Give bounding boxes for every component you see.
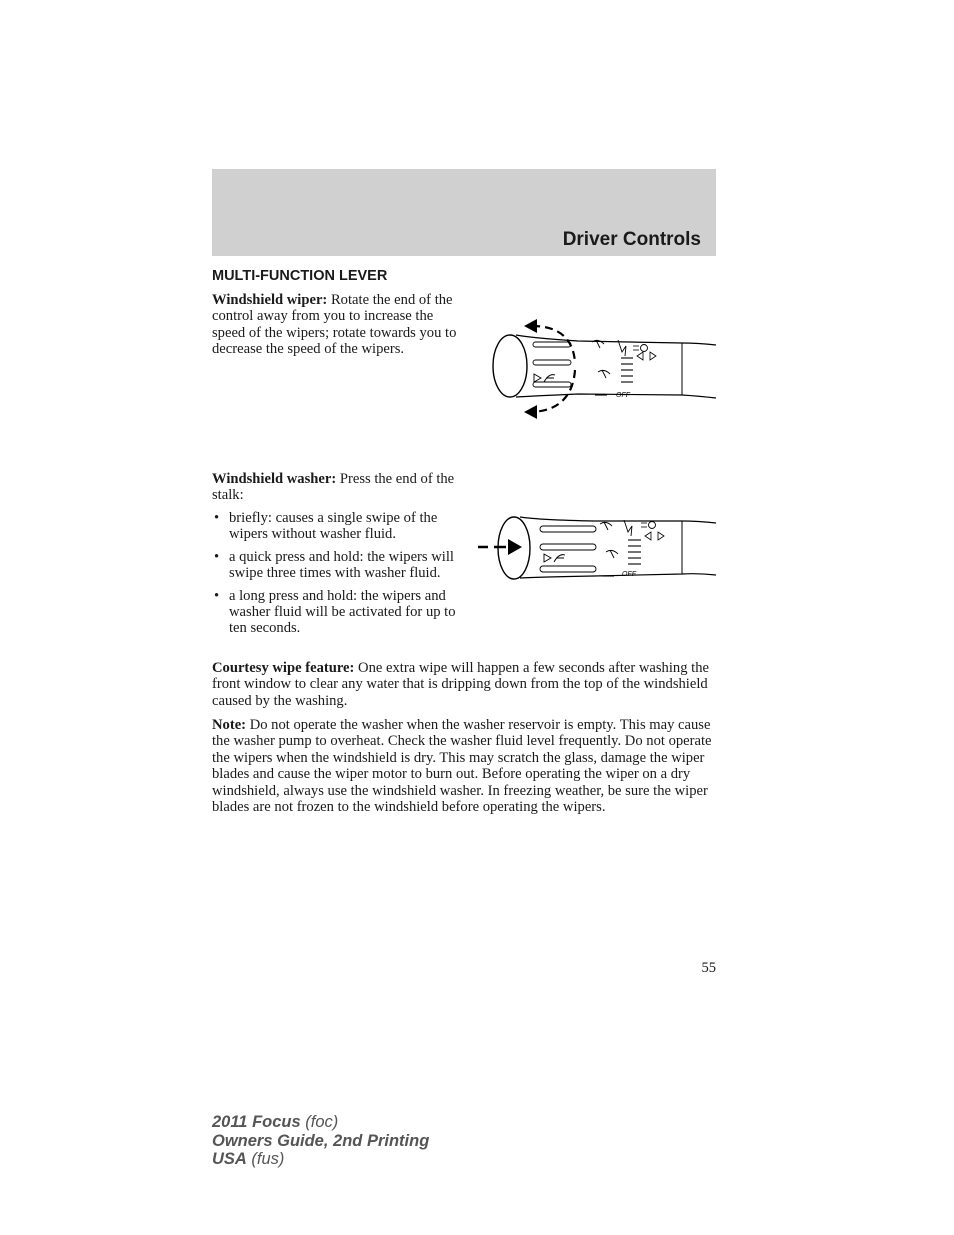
footer-market: USA (212, 1150, 247, 1168)
page-header-title: Driver Controls (562, 229, 701, 250)
header-band (212, 169, 716, 256)
washer-bullet-list (212, 510, 472, 643)
courtesy-wipe-paragraph (212, 660, 718, 709)
footer-line-1 (212, 1113, 429, 1132)
washer-text: Press the end of the stalk: (212, 471, 455, 504)
footer-market-code: (fus) (246, 1150, 285, 1168)
wiper-paragraph (212, 292, 462, 358)
page-number: 55 (701, 960, 716, 976)
section-title: MULTI-FUNCTION LEVER (212, 268, 388, 284)
wiper-label: Windshield wiper: (212, 292, 328, 308)
washer-paragraph (212, 471, 462, 504)
list-item: • briefly: causes a single swipe of the wipers without washer fluid. (212, 510, 472, 542)
note-paragraph (212, 717, 720, 815)
list-item: • a quick press and hold: the wipers will swipe three times with washer fluid. (212, 549, 472, 581)
footer-model: 2011 Focus (212, 1113, 301, 1131)
wiper-rotate-illustration (488, 312, 718, 422)
wiper-press-illustration (474, 508, 718, 590)
list-item: • a long press and hold: the wipers and washer fluid will be activated for up to ten seconds. (212, 588, 472, 636)
wiper-text: Rotate the end of the control away from you to increase the speed of the wipers; rotate towards you to decrease the speed of the wipers. (212, 292, 457, 358)
washer-label: Windshield washer: (212, 471, 337, 487)
footer (212, 1113, 429, 1169)
note-label: Note: (212, 717, 247, 733)
note-text: Do not operate the washer when the washer reservoir is empty. This may cause the washer pump to overheat. Check the washer fluid level frequently. Do not operate the wipers when the windshield is dry. This may scratch the glass, damage the wiper blades and cause the wiper motor to burn out. Before operating the wiper on a dry windshield, always use the windshield washer. In freezing weather, be sure the wiper blades are not frozen to the windshield before operating the wipers. (212, 717, 712, 816)
footer-line-3 (212, 1150, 429, 1169)
off-label-top: OFF (616, 392, 630, 399)
courtesy-label: Courtesy wipe feature: (212, 660, 355, 676)
footer-line-2: Owners Guide, 2nd Printing (212, 1131, 430, 1150)
off-label-bottom: OFF (622, 571, 636, 578)
footer-model-code: (foc) (300, 1113, 339, 1131)
courtesy-text: One extra wipe will happen a few seconds after washing the front window to clear any water that is dripping down from the top of the windshield caused by the washing. (212, 660, 709, 709)
